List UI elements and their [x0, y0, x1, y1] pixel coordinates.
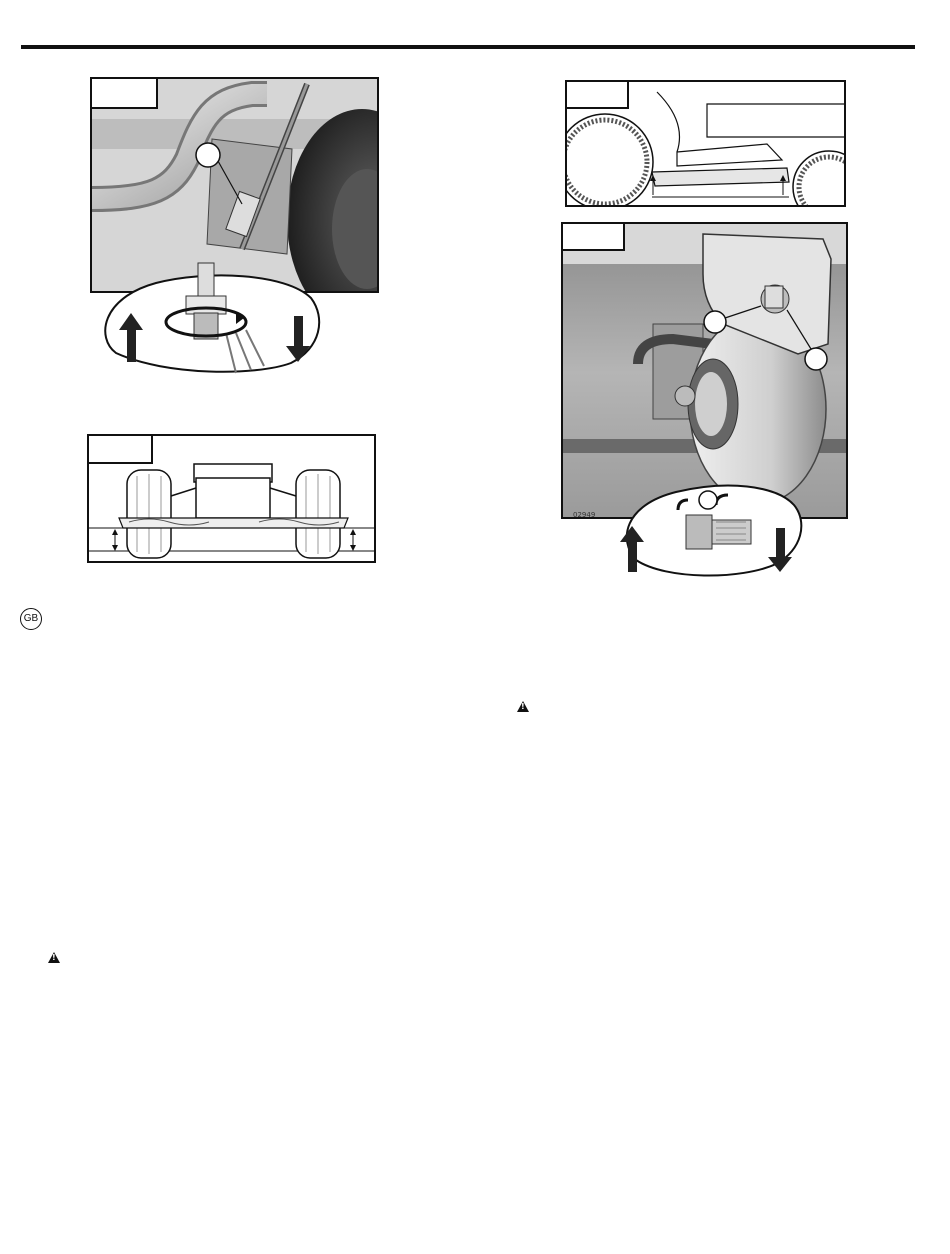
- gauge-wheel-zoom-detail: [616, 480, 812, 580]
- cable-adjust-zoom-detail: [86, 258, 326, 378]
- gauge-wheel-illustration: [563, 224, 848, 519]
- figure-code: 02949: [573, 511, 596, 519]
- figure-deck-level-front: [87, 434, 376, 563]
- figure-cable-adjust-tab: [92, 79, 158, 109]
- figure-deck-level-front-tab: [89, 436, 153, 464]
- figure-gauge-wheel: [561, 222, 848, 519]
- header-rule: [21, 45, 915, 49]
- warning-triangle-icon: [48, 952, 60, 963]
- figure-deck-level-side: [565, 80, 846, 207]
- figure-gauge-wheel-tab: [563, 224, 625, 251]
- warning-triangle-icon: [517, 701, 529, 712]
- gb-language-icon: GB: [20, 608, 42, 630]
- figure-deck-level-side-tab: [567, 82, 629, 109]
